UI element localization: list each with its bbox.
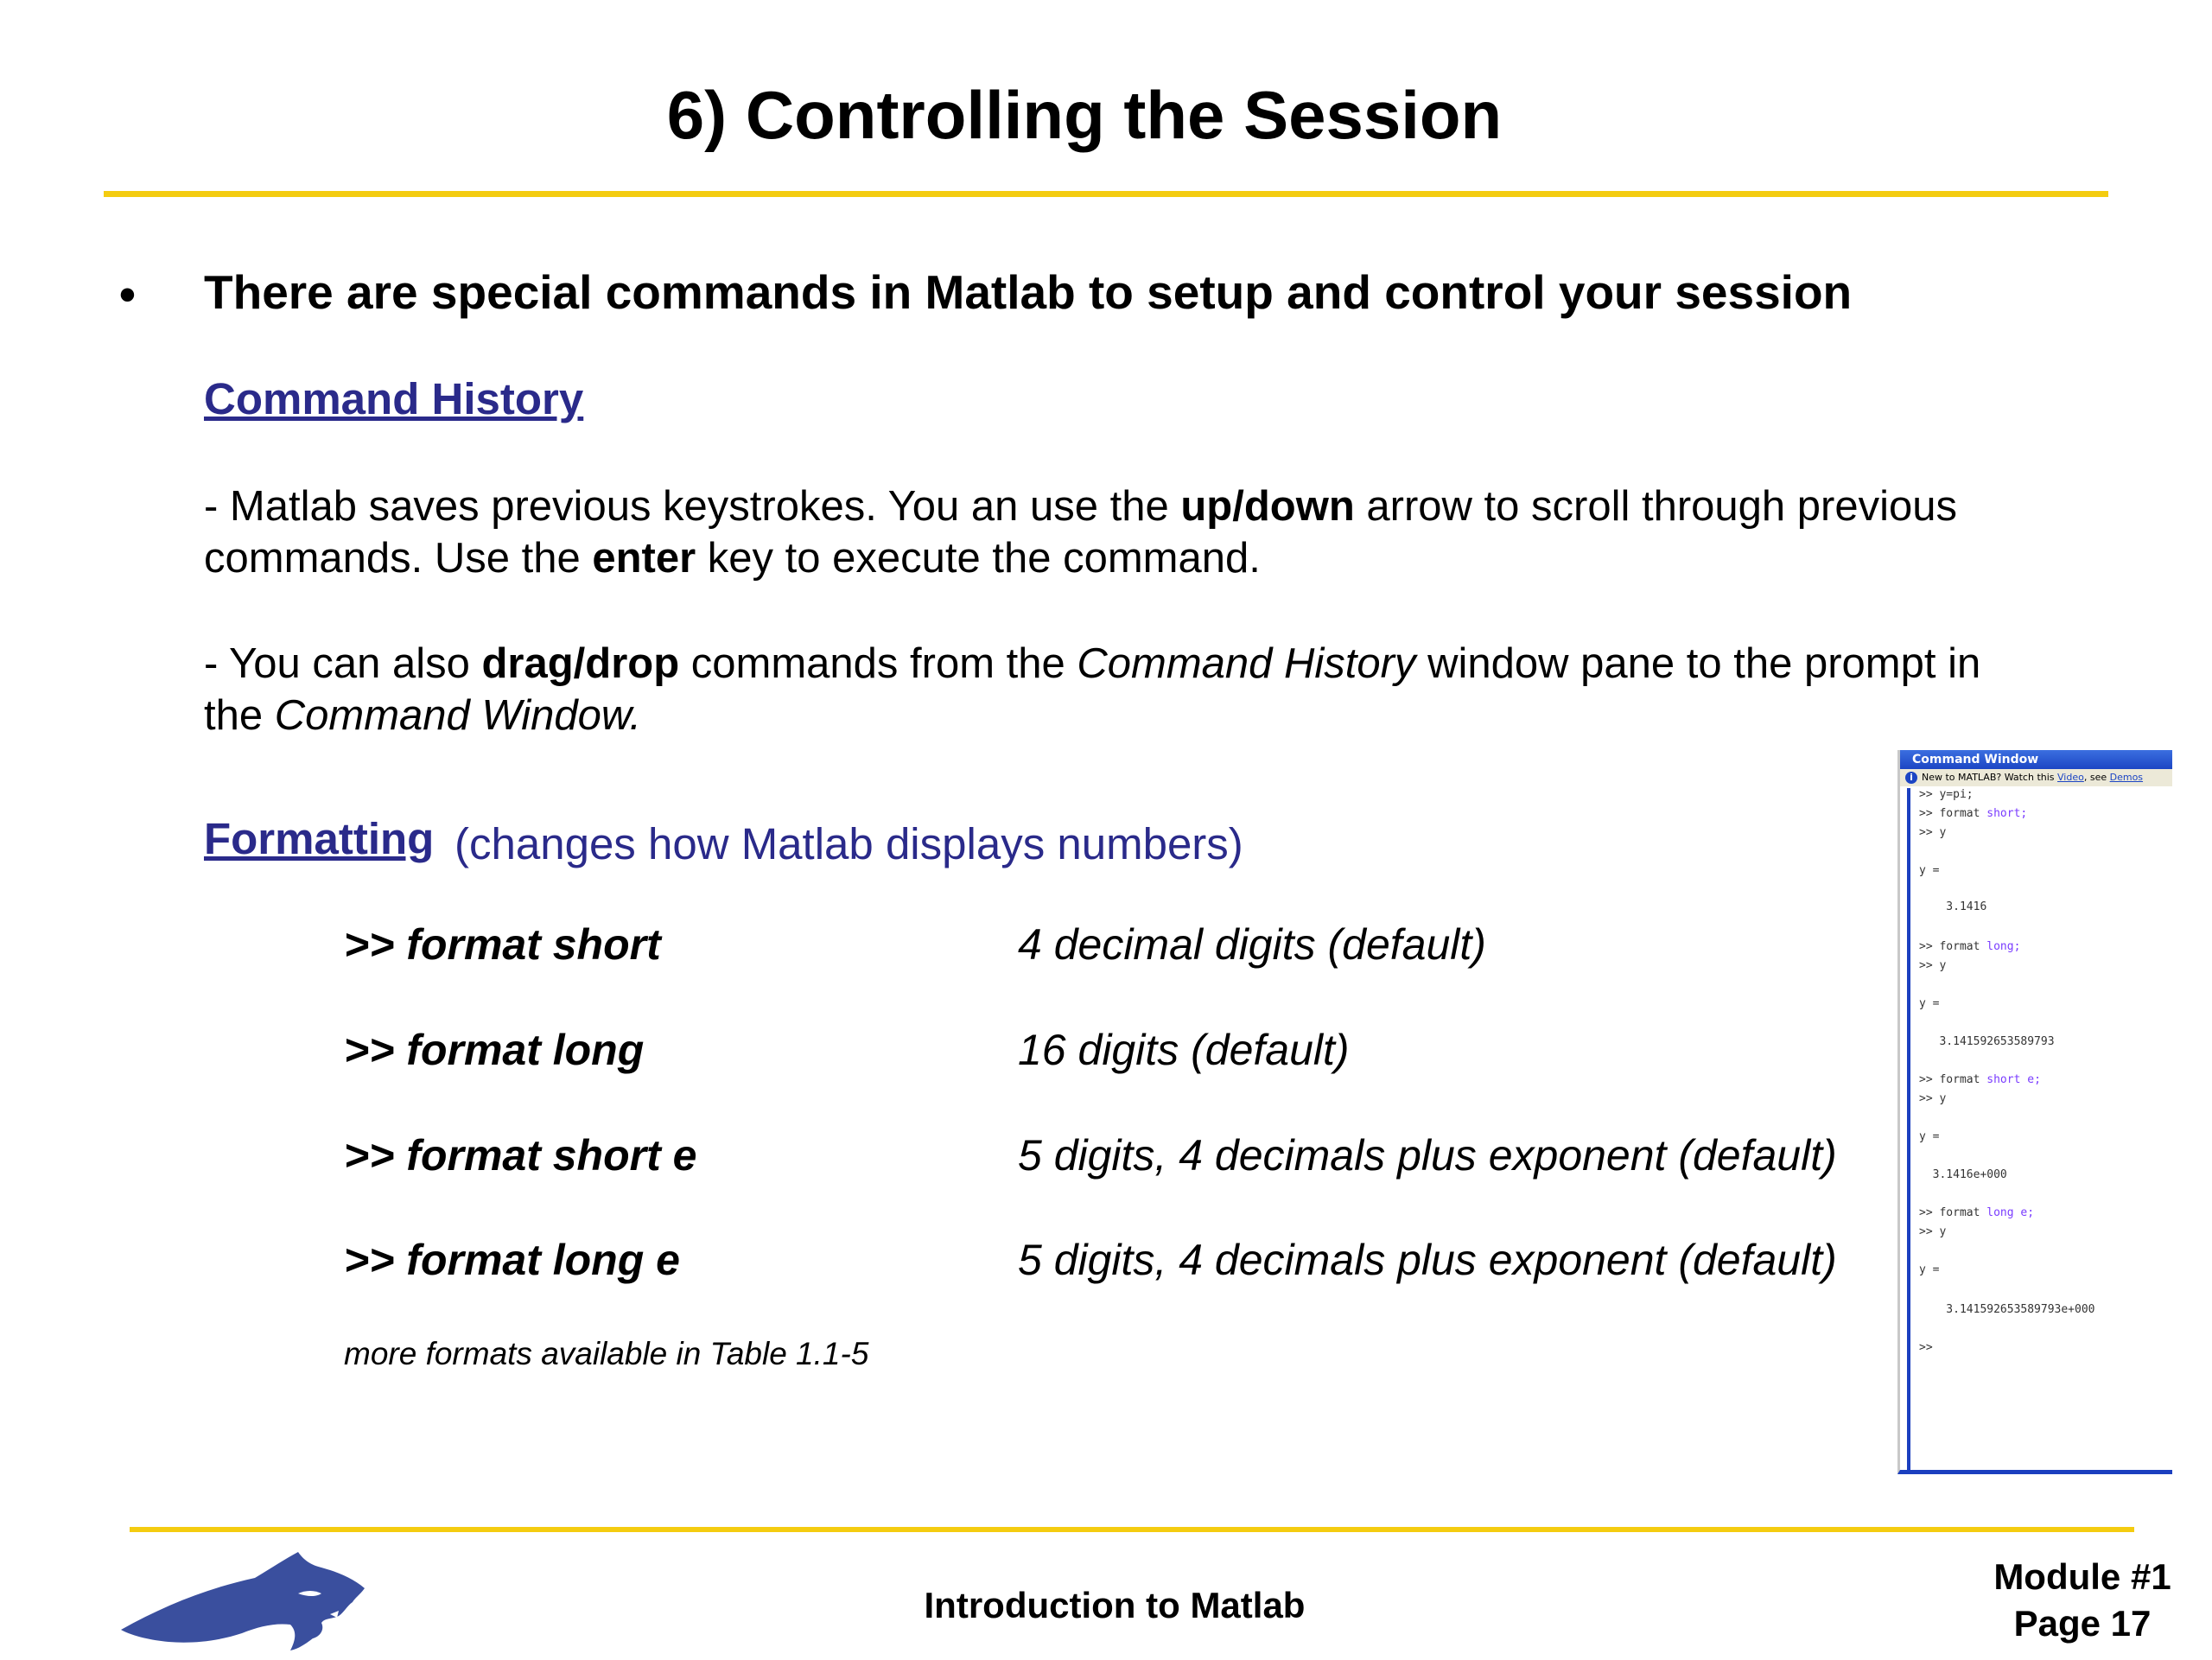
formatting-note: (changes how Matlab displays numbers) [454, 819, 1243, 868]
format-command: >> format short e [344, 1131, 697, 1180]
command-window-line: y = [1919, 1263, 1940, 1276]
format-description: 16 digits (default) [1018, 1026, 1350, 1074]
command-history-paragraph-1: - Matlab saves previous keystrokes. You an use the up/down arrow to scroll through previous commands. Use the enter key to execute the command. [204, 483, 1957, 582]
command-window-line: >> format short; [1919, 807, 2028, 820]
page-number: Page 17 [2013, 1603, 2152, 1644]
command-window-line: >> [1919, 1341, 1933, 1354]
format-description: 5 digits, 4 decimals plus exponent (default) [1018, 1236, 1837, 1284]
command-window-line: >> y [1919, 1092, 1947, 1105]
command-window-line: >> format short e; [1919, 1073, 2041, 1086]
info-icon: i [1905, 772, 1917, 784]
command-window-line: 3.1416 [1919, 900, 1987, 913]
command-window-line: 3.141592653589793 [1919, 1035, 2055, 1048]
command-history-heading: Command History [204, 374, 584, 423]
format-command: >> format long e [344, 1236, 680, 1284]
module-number: Module #1 [1993, 1556, 2171, 1597]
bullet-icon: • [119, 269, 136, 321]
command-window-info-bar [1900, 769, 2172, 786]
command-window-line: >> y [1919, 826, 1947, 839]
format-description: 4 decimal digits (default) [1018, 920, 1486, 969]
format-description: 5 digits, 4 decimals plus exponent (default) [1018, 1131, 1837, 1180]
top-divider [104, 191, 2108, 197]
command-history-paragraph-2: - You can also drag/drop commands from the Command History window pane to the prompt in the Command Window. [204, 640, 1981, 739]
command-window-output [1907, 788, 2172, 1470]
command-window-title: Command Window [1900, 750, 2172, 769]
slide-title: 6) Controlling the Session [666, 77, 1503, 153]
more-formats-note: more formats available in Table 1.1-5 [344, 1336, 869, 1371]
command-window-screenshot [1897, 750, 2172, 1474]
footer-module-page [1953, 1554, 2212, 1647]
bottom-divider [130, 1527, 2134, 1532]
format-command: >> format short [344, 920, 661, 969]
command-window-line: 3.141592653589793e+000 [1919, 1303, 2095, 1316]
format-command: >> format long [344, 1026, 645, 1074]
command-window-line: >> format long; [1919, 940, 2021, 953]
footer-course-title: Introduction to Matlab [924, 1585, 1306, 1625]
info-text: New to MATLAB? Watch this Video, see Demos [1922, 772, 2144, 783]
formatting-heading: Formatting [204, 814, 435, 863]
command-window-line: >> y=pi; [1919, 788, 1974, 801]
bullet-text: There are special commands in Matlab to setup and control your session [204, 265, 1853, 319]
command-window-line: >> y [1919, 959, 1947, 972]
command-window-line: y = [1919, 1130, 1940, 1143]
command-window-line: y = [1919, 997, 1940, 1010]
command-window-line: 3.1416e+000 [1919, 1168, 2007, 1181]
command-window-line: >> y [1919, 1225, 1947, 1238]
command-window-line: y = [1919, 864, 1940, 877]
command-window-line: >> format long e; [1919, 1206, 2035, 1219]
